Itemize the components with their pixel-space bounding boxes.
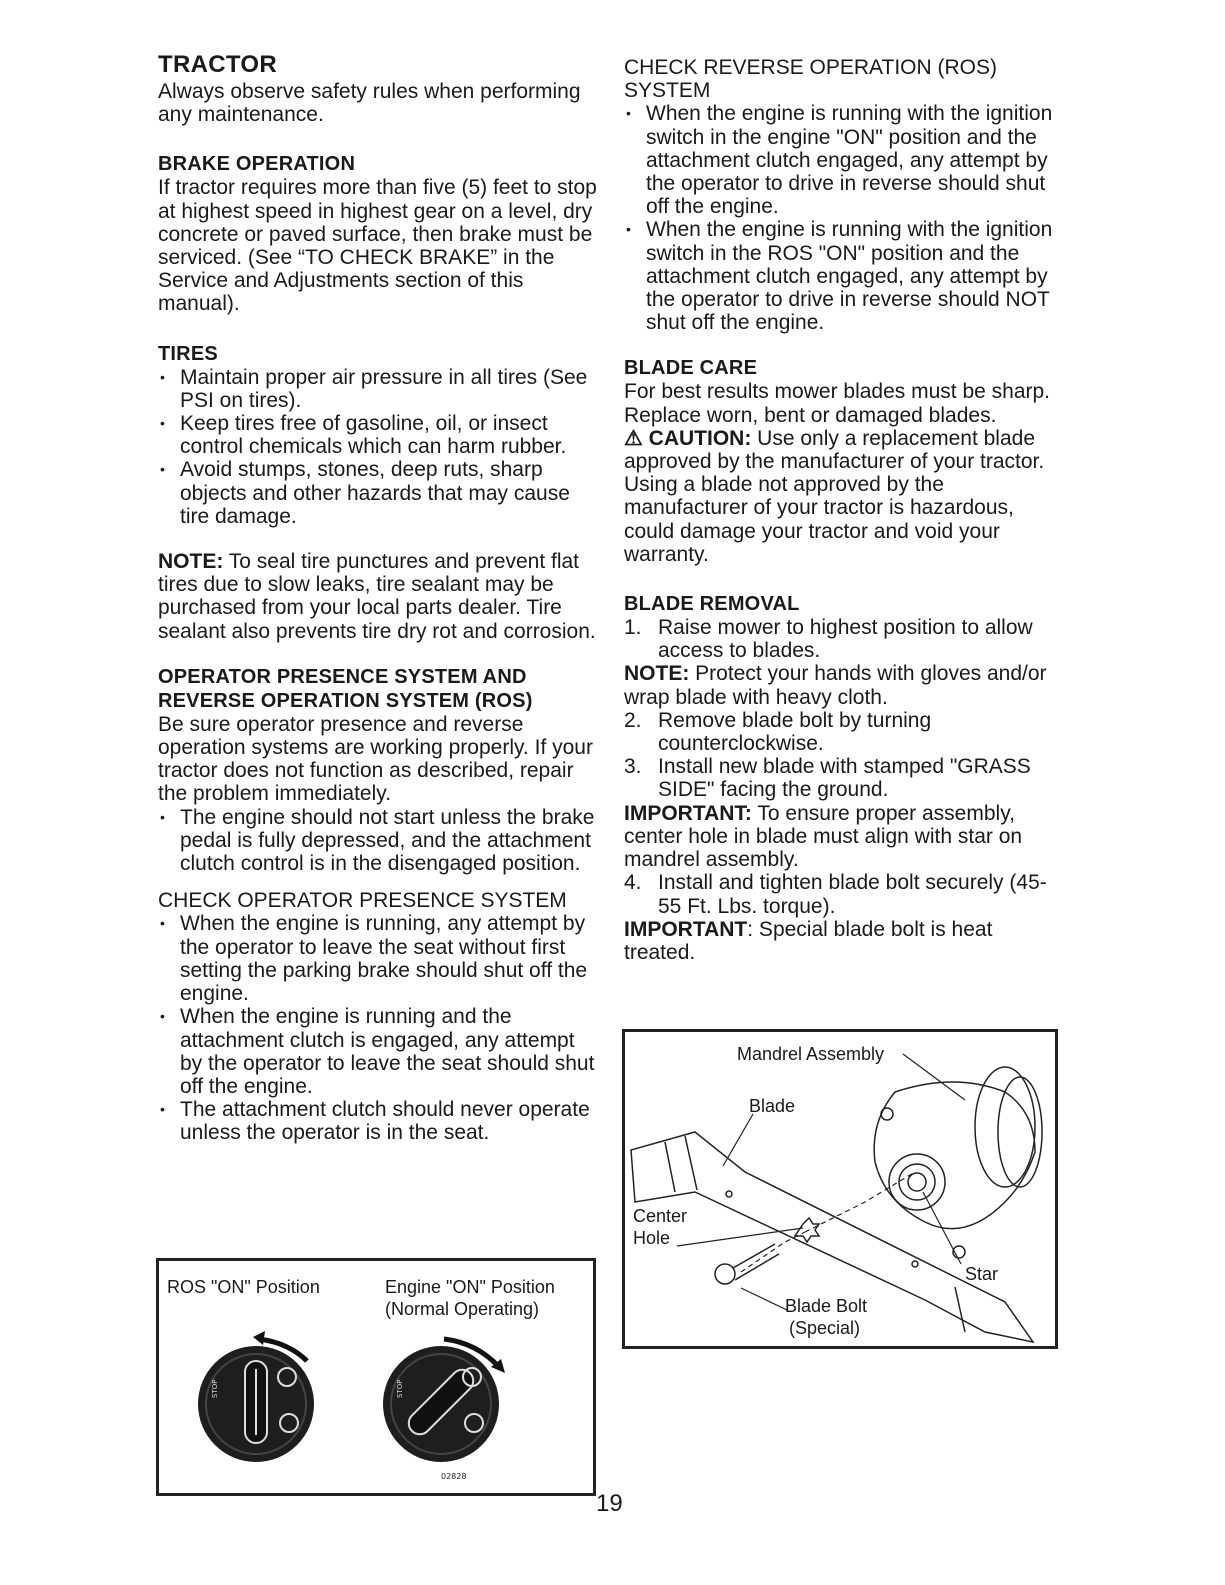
operator-presence-text: Be sure operator presence and reverse operation systems are working properly. If your tractor does not function as described, repair the problem immediately. bbox=[158, 712, 593, 806]
list-item: 4. Install and tighten blade bolt securely (45-55 Ft. Lbs. torque). bbox=[624, 871, 1047, 918]
list-item: 2. Remove blade bolt by turning counterclockwise. bbox=[624, 708, 932, 756]
blade-removal-steps-3 bbox=[624, 871, 1064, 917]
check-ros-list bbox=[624, 102, 1064, 334]
star-label: Star bbox=[965, 1264, 999, 1284]
tires-note bbox=[158, 550, 598, 643]
list-item: • Avoid stumps, stones, deep ruts, sharp objects and other hazards that may cause tire damage. bbox=[158, 458, 598, 528]
caution-text bbox=[624, 427, 1064, 566]
list-item: • When the engine is running with the ignition switch in the ROS "ON" position and the attachment clutch engaged, any attempt by the operator to drive in reverse should NOT shut off the engine. bbox=[624, 218, 1064, 334]
center-label: Center bbox=[633, 1206, 688, 1226]
important-note-2: IMPORTANT: Special blade bolt is heat treated. bbox=[624, 917, 993, 964]
right-column bbox=[624, 50, 1064, 964]
list-item: 1. Raise mower to highest position to allow access to blades. bbox=[624, 616, 1033, 663]
brake-operation-text: If tractor requires more than five (5) feet to stop at highest speed in highest gear on a level, dry concrete or paved surface, then brake must be serviced. (See “TO CHECK BRAKE” in the Service and Adjustments section of this manual). bbox=[158, 176, 597, 316]
ignition-switch-figure bbox=[156, 1258, 596, 1496]
blade-removal-steps-2 bbox=[624, 709, 1064, 802]
ros-on-label: ROS "ON" Position bbox=[167, 1277, 320, 1297]
figure-code: 02828 bbox=[441, 1472, 467, 1481]
list-item: 3. Install new blade with stamped "GRASS SIDE" facing the ground. bbox=[624, 755, 1031, 802]
ignition-switch-ros bbox=[198, 1331, 314, 1462]
blade-care-text: For best results mower blades must be sharp. Replace worn, bent or damaged blades. bbox=[624, 380, 1051, 427]
left-column bbox=[158, 50, 598, 1145]
list-item: • Keep tires free of gasoline, oil, or insect control chemicals which can harm rubber. bbox=[158, 412, 598, 458]
tires-heading: TIRES bbox=[158, 342, 218, 365]
operator-presence-heading: OPERATOR PRESENCE SYSTEM AND REVERSE OPERATION SYSTEM (ROS) bbox=[158, 665, 533, 712]
ignition-switch-illustration bbox=[159, 1261, 593, 1493]
brake-operation-heading: BRAKE OPERATION bbox=[158, 153, 356, 176]
blade-removal-note: NOTE: Protect your hands with gloves and/or wrap blade with heavy cloth. bbox=[624, 662, 1047, 709]
tractor-heading: TRACTOR bbox=[158, 51, 277, 78]
important-note: IMPORTANT: To ensure proper assembly, center hole in blade must align with star on mandrel assembly. bbox=[624, 801, 1023, 872]
list-item: • The attachment clutch should never operate unless the operator is in the seat. bbox=[158, 1098, 598, 1144]
blade-removal-steps bbox=[624, 616, 1064, 662]
note-text: To seal tire punctures and prevent flat tires due to slow leaks, tire sealant may be purchased from your local parts dealer. Tire sealant also prevents tire dry rot and corrosion. bbox=[158, 550, 596, 643]
list-item: • When the engine is running with the ignition switch in the engine "ON" position and the attachment clutch engaged, any attempt by the operator to drive in reverse should shut off the engine. bbox=[624, 102, 1064, 218]
blade-removal-heading: BLADE REMOVAL bbox=[624, 593, 800, 616]
check-ros-heading: CHECK REVERSE OPERATION (ROS) SYSTEM bbox=[624, 56, 997, 103]
warning-icon: ⚠ bbox=[624, 426, 643, 450]
check-operator-presence-list bbox=[158, 912, 598, 1144]
check-operator-presence-heading: CHECK OPERATOR PRESENCE SYSTEM bbox=[158, 889, 567, 913]
blade-bolt bbox=[715, 1244, 779, 1284]
list-item: • The engine should not start unless the brake pedal is fully depressed, and the attachment clutch control is in the disengaged position. bbox=[158, 806, 598, 876]
caution-body: Use only a replacement blade approved by the manufacturer of your tractor. Using a blade not approved by the manufacturer of your tractor is hazardous, could damage your tractor and void your warranty. bbox=[624, 426, 1045, 566]
engine-on-sub-label: (Normal Operating) bbox=[385, 1299, 540, 1319]
operator-presence-list bbox=[158, 806, 598, 876]
list-item: • When the engine is running and the attachment clutch is engaged, any attempt by the operator to leave the seat should shut off the engine. bbox=[158, 1005, 598, 1098]
hole-label: Hole bbox=[633, 1228, 671, 1248]
blade-removal-figure bbox=[622, 1029, 1058, 1349]
note-label: NOTE: bbox=[158, 550, 224, 574]
tires-list bbox=[158, 366, 598, 528]
blade-label: Blade bbox=[749, 1096, 796, 1116]
blade-bolt-label: Blade Bolt bbox=[785, 1296, 868, 1316]
svg-text:STOP: STOP bbox=[396, 1379, 404, 1398]
list-item: • When the engine is running, any attempt by the operator to leave the seat without first setting the parking brake should shut off the engine. bbox=[158, 912, 598, 1005]
mandrel-assembly bbox=[874, 1067, 1042, 1258]
mandrel-assembly-label: Mandrel Assembly bbox=[737, 1044, 885, 1064]
leader-lines bbox=[677, 1054, 965, 1310]
blade-care-heading: BLADE CARE bbox=[624, 357, 758, 380]
engine-on-label: Engine "ON" Position bbox=[385, 1277, 555, 1297]
caution-label: ⚠ CAUTION: bbox=[624, 426, 752, 450]
ignition-switch-engine bbox=[383, 1339, 505, 1462]
blade-bolt-sub-label: (Special) bbox=[789, 1318, 861, 1338]
page-number: 19 bbox=[596, 1490, 623, 1517]
list-item: • Maintain proper air pressure in all tires (See PSI on tires). bbox=[158, 366, 598, 412]
svg-text:STOP: STOP bbox=[211, 1379, 219, 1398]
tractor-intro: Always observe safety rules when performing any maintenance. bbox=[158, 80, 581, 127]
